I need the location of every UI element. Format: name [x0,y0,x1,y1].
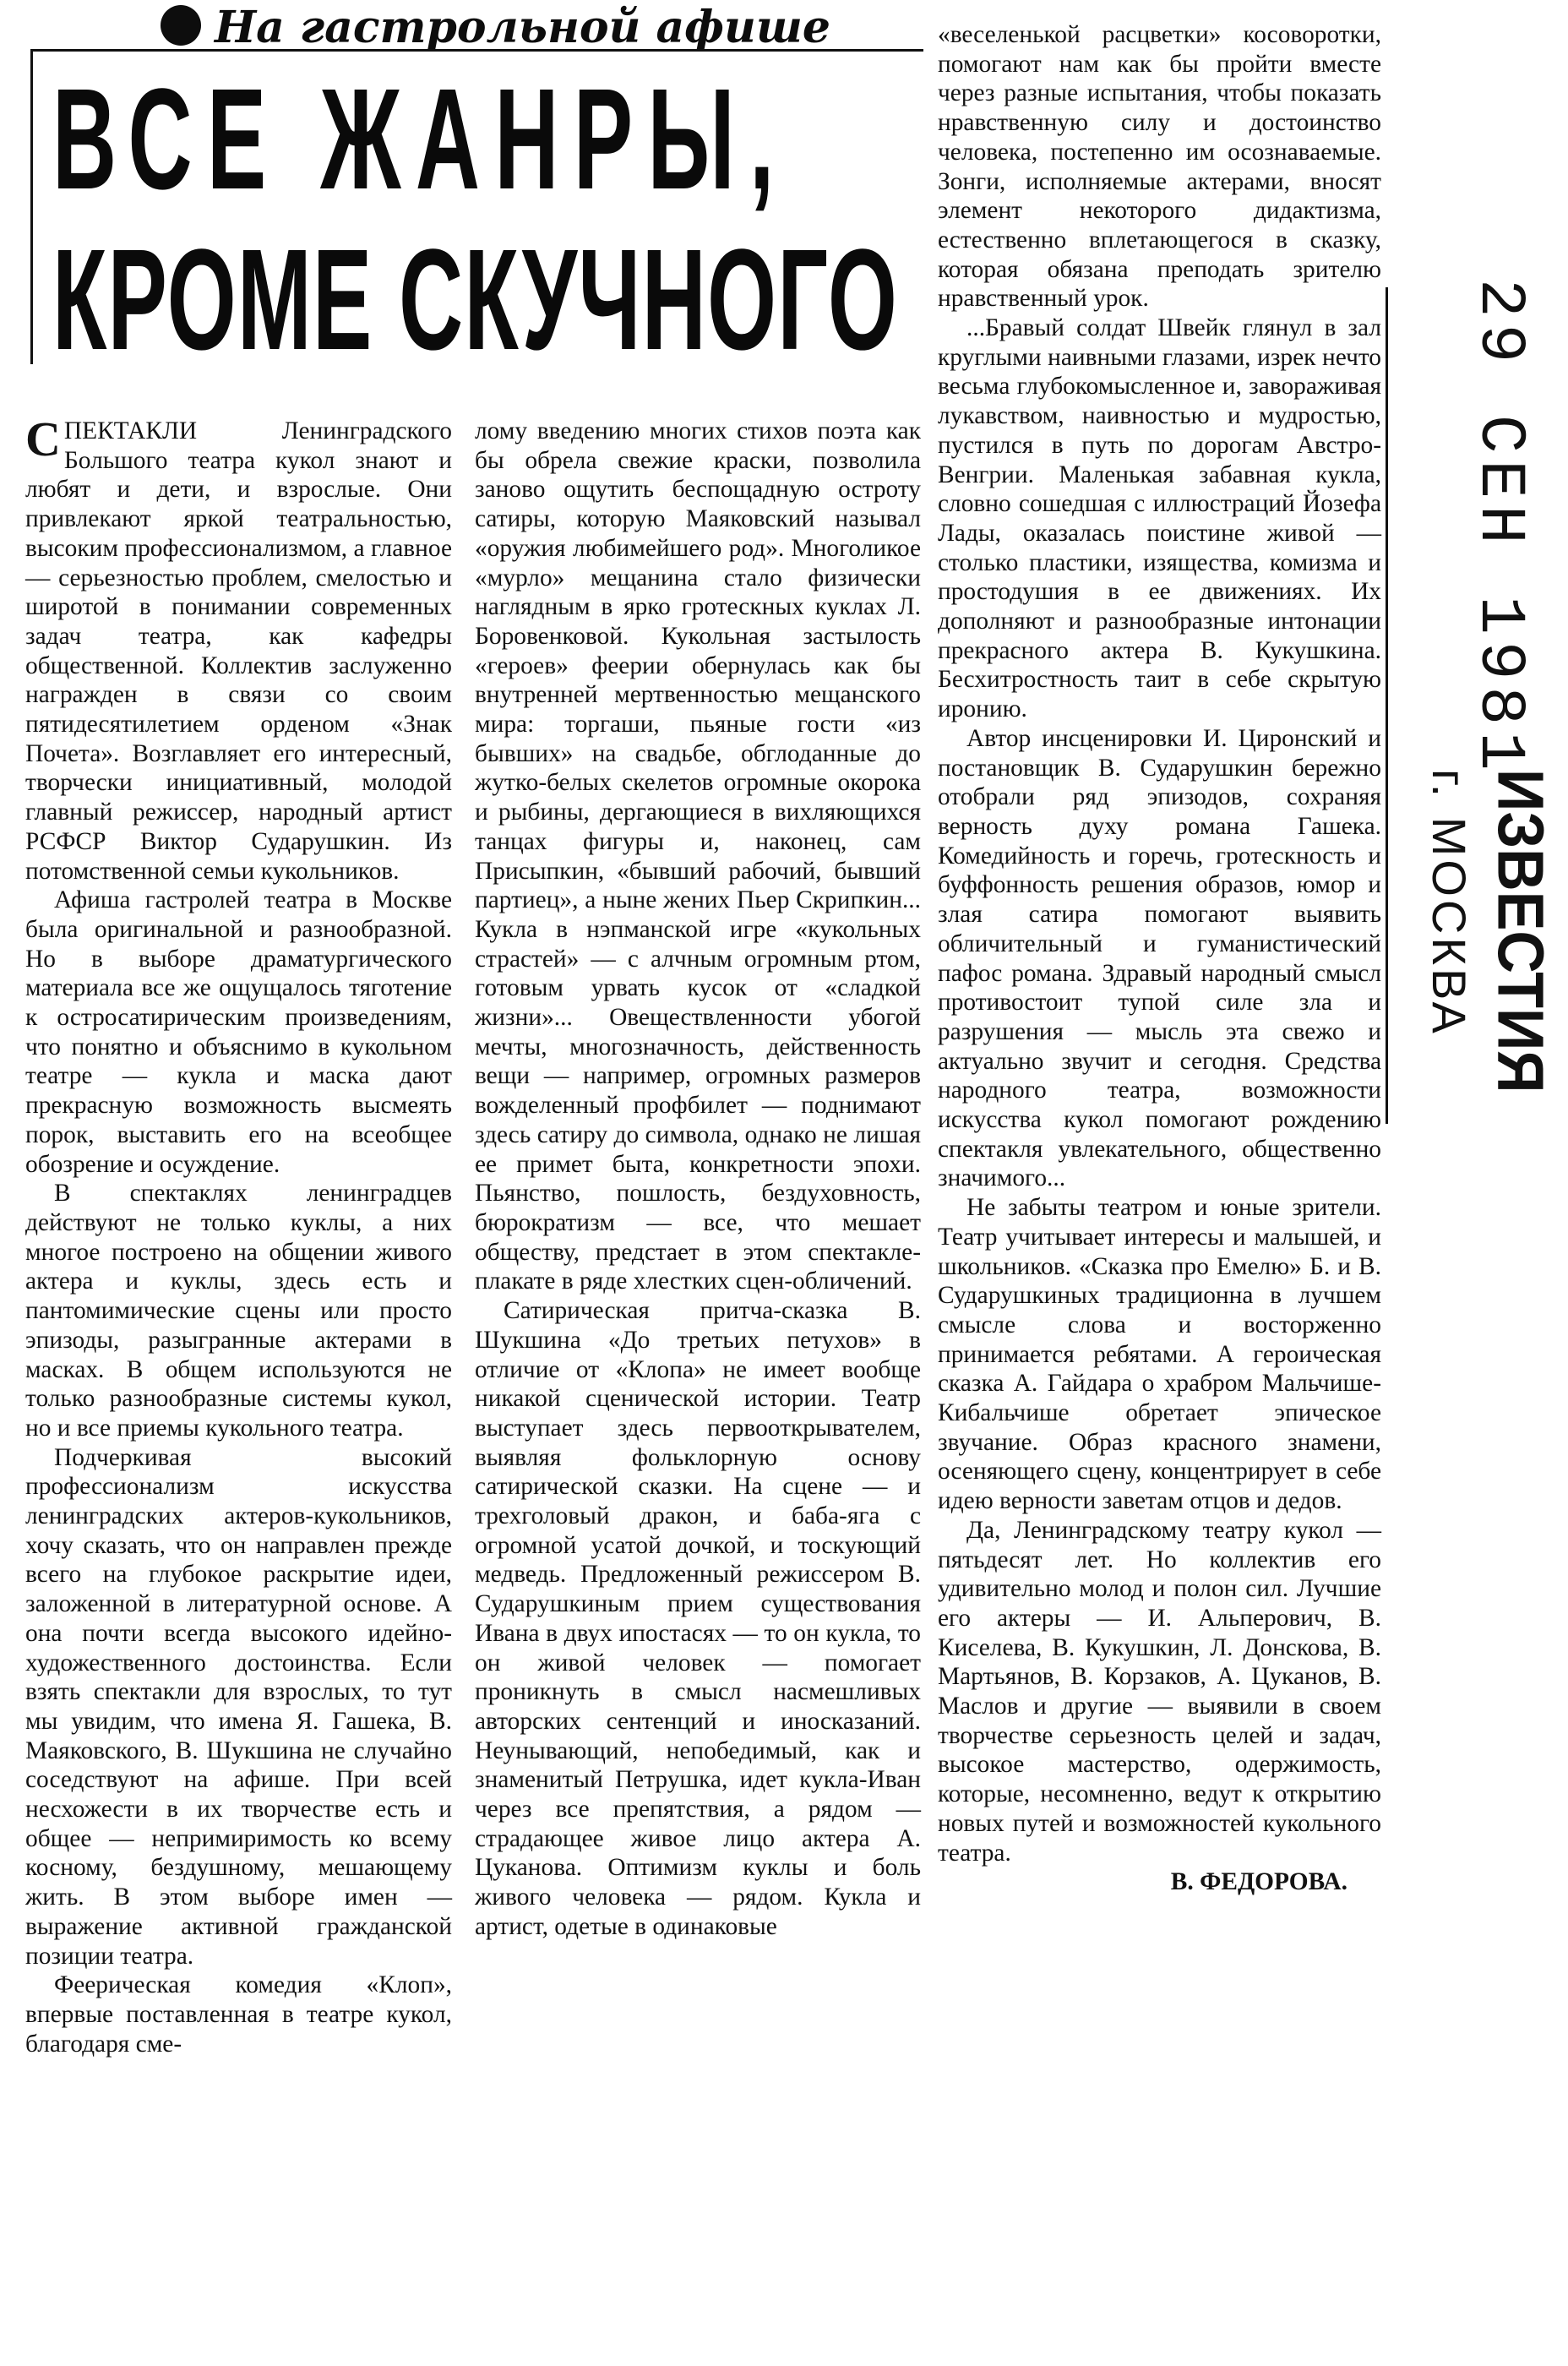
paragraph: лому введению многих стихов поэта как бы обрела свежие краски, позволила заново ощутить беспощадную остроту сатиры, которую Маяковский называл «оружия любимейшего род». Многоликое «мурло» мещанина стало физически наглядным в ярко гротескных куклах Л. Боровенковой. Кукольная застылость «героев» феерии обернулась как бы внутренней мертвенностью мещанского мира: торгаши, пьяные гости «из бывших» на свадьбе, обглоданные до жутко-белых скелетов огромные окорока и рыбины, дергающиеся в вихляющихся танцах фигуры и, наконец, сам Присыпкин, «бывший рабочий, бывший партиец», а ныне жених Пьер Скрипкин... Кукла в нэпманской игре «кукольных страстей» — с алчным огромным ртом, готовым урвать кусок от «сладкой жизни»... Овеществленности убогой мечты, многозначность, действенность вещи — например, огромных размеров вожделенный профбилет — поднимают здесь сатиру до символа, однако не лишая ее примет быта, конкретности эпохи. Пьянство, пошлость, бездуховность, бюрократизм — все, что мешает обществу, предстает в этом спектакле-плакате в ряде хлестких сцен-обличений. [475,417,921,1295]
paragraph: Автор инсценировки И. Циронский и постановщик В. Сударушкин бережно отобрали ряд эпизодов, сохраняя верность духу романа Гашека. Комедийность и горечь, гротескность и буффонность решения образов, юмор и злая сатира помогают выявить обличительный и гуманистический пафос романа. Здравый народный смысл противостоит тупой силе зла и разрушения — мысль эта свежо и актуально звучит и сегодня. Средства народного театра, возможности искусства кукол помогают рождению спектакля увлекательного, общественно значимого... [938,724,1381,1192]
paragraph: Не забыты театром и юные зрители. Театр учитывает интересы и малышей, и школьников. «Сказка про Емелю» Б. и В. Сударушкиных традиционна в лучшем смысле слова и восторженно принимается ребятами. А героическая сказка А. Гайдара о храбром Мальчише-Кибальчише обретает эпическое звучание. Образ красного знамени, осеняющего сцену, концентрирует в себе идею верности заветам отцов и дедов. [938,1194,1381,1515]
rubric-heading [161,0,921,56]
article-column-2 [475,417,921,1942]
paragraph: СПЕКТАКЛИ Ленинградского Большого театра кукол знают и любят и дети, и взрослые. Они привлекают яркой театральностью, высоким профессионализмом, а главное — серьезностью проблем, смелостью и широтой в понимании современных задач театра, как кафедры общественной. Коллектив заслуженно награжден в связи со своим пятидесятилетием орденом «Знак Почета». Возглавляет его интересный, творчески инициативный, молодой главный режиссер, народный артист РСФСР Виктор Сударушкин. Из потомственной семьи кукольников. [25,412,452,885]
headline-line-1: ВСЕ ЖАНРЫ, [52,59,789,220]
stamp-divider [1386,287,1388,1124]
headline-line-2: КРОМЕ СКУЧНОГО [52,220,899,380]
bullet-dot-icon [161,5,201,46]
paragraph: Афиша гастролей театра в Москве была оригинальной и разнообразной. Но в выборе драматургического материала все же ощущалось тяготение к остросатирическим произведениям, что понятно и объяснимо в кукольном театре — кукла и маска дают прекрасную возможность высмеять порок, выставить его на всеобщее обозрение и осуждение. [25,886,452,1178]
clipping-stamp [1402,279,1563,1141]
drop-cap: С [25,412,61,466]
author-signature: В. ФЕДОРОВА. [1170,1868,1348,1896]
paragraph: Подчеркивая высокий профессионализм искусства ленинградских актеров-кукольников, хочу сказать, что он направлен прежде всего на глубокое раскрытие идеи, заложенной в литературной основе. А она почти всегда высокого идейно-художественного достоинства. Если взять спектакли для взрослых, то тут мы увидим, что имена Я. Гашека, В. Маяковского, В. Шукшина не случайно соседствуют на афише. При всей несхожести в их творчестве есть и общее — непримиримость ко всему косному, бездушному, мешающему жить. В этом выборе имен — выражение активной гражданской позиции театра. [25,1443,452,1970]
paragraph: В спектаклях ленинградцев действуют не только куклы, а них многое построено на общении живого актера и куклы, здесь есть и пантомимические сцены или просто эпизоды, разыгранные актерами в масках. В общем используются не только разнообразные системы кукол, но и все приемы кукольного театра. [25,1180,452,1442]
stamp-newspaper-name: ИЗВЕСТИЯ [1484,769,1557,1093]
stamp-city: г. МОСКВА [1423,769,1476,1037]
stamp-date: 29 СЕН 1981 [1463,279,1536,777]
article-column-3 [938,20,1381,1897]
paragraph: ...Бравый солдат Швейк глянул в зал круглыми наивными глазами, изрек нечто весьма глубокомысленное и, завораживая лукавством, наивностью и мудростью, пустился в путь по дорогам Австро-Венгрии. Маленькая забавная кукла, словно сошедшая с иллюстраций Йозефа Лады, оказалась поистине живой — столько пластики, изящества, комизма и простодушия в ее движениях. Их дополняют и разнообразные интонации прекрасного актера В. Кукушкина. Бесхитростность таит в себе скрытую иронию. [938,314,1381,723]
paragraph: Феерическая комедия «Клоп», впервые поставленная в театре кукол, благодаря сме- [25,1971,452,2058]
paragraph: Сатирическая притча-сказка В. Шукшина «До третьих петухов» в отличие от «Клопа» не имеет вообще никакой сценической истории. Театр выступает здесь первооткрывателем, выявляя фольклорную основу сатирической сказки. На сцене — и трехголовый дракон, и баба-яга с огромной усатой дочкой, и тоскующий медведь. Предложенный режиссером В. Сударушкиным прием существования Ивана в двух ипостасях — то он кукла, то он живой человек — помогает проникнуть в смысл насмешливых авторских сентенций и иносказаний. Неунывающий, непобедимый, как и знаменитый Петрушка, идет кукла-Иван через все препятствия, а рядом — страдающее живое лицо актера А. Цуканова. Оптимизм куклы и боль живого человека — рядом. Кукла и артист, одетые в одинаковые [475,1297,921,1940]
paragraph: «веселенькой расцветки» косоворотки, помогают нам как бы пройти вместе через разные испытания, чтобы показать нравственную силу и достоинство человека, постепенно им осознаваемые. Зонги, исполняемые актерами, вносят элемент некоторого дидактизма, естественно вплетающегося в сказку, которая обязана преподать зрителю нравственный урок. [938,21,1381,313]
rubric-text: На гастрольной афише [215,2,830,53]
article-column-1 [25,412,452,2058]
paragraph: Да, Ленинградскому театру кукол — пятьдесят лет. Но коллектив его удивительно молод и полон сил. Лучшие его актеры — И. Альперович, В. Киселева, В. Кукушкин, Л. Донскова, В. Мартьянов, В. Корзаков, А. Цуканов, В. Маслов и другие — выявили в своем творчестве серьезность целей и задач, высокое мастерство, одержимость, которые, несомненно, ведут к открытию новых путей и возможностей кукольного театра. [938,1516,1381,1867]
